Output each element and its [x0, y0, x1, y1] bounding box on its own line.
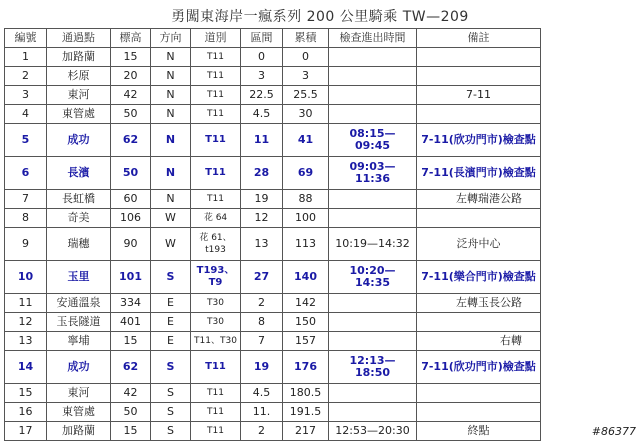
- header-notes: 備註: [417, 29, 541, 48]
- cell-number: 10: [5, 261, 47, 294]
- cell-point: 加路蘭: [47, 422, 111, 441]
- cell-direction: E: [151, 313, 191, 332]
- cell-notes: 7-11(長濱門市)檢查點: [417, 157, 541, 190]
- cell-direction: N: [151, 86, 191, 105]
- cell-segment: 12: [241, 209, 283, 228]
- cell-notes: 左轉玉長公路: [417, 294, 541, 313]
- cell-direction: S: [151, 403, 191, 422]
- cell-segment: 11.: [241, 403, 283, 422]
- cell-cumulative: 157: [283, 332, 329, 351]
- header-point: 通過點: [47, 29, 111, 48]
- cell-elevation: 50: [111, 157, 151, 190]
- cell-segment: 2: [241, 294, 283, 313]
- table-row: [5, 228, 541, 261]
- table-row: [5, 86, 541, 105]
- cell-checkpoint-time: [329, 48, 417, 67]
- checkpoint-row: [5, 157, 541, 190]
- cell-road: T11: [191, 190, 241, 209]
- table-row: [5, 294, 541, 313]
- cell-cumulative: 191.5: [283, 403, 329, 422]
- cell-segment: 27: [241, 261, 283, 294]
- table-body: [5, 48, 541, 441]
- table-row: [5, 313, 541, 332]
- cell-cumulative: 25.5: [283, 86, 329, 105]
- cell-notes: [417, 67, 541, 86]
- cell-cumulative: 217: [283, 422, 329, 441]
- route-table: [4, 28, 541, 441]
- cell-number: 13: [5, 332, 47, 351]
- table-row: [5, 209, 541, 228]
- cell-elevation: 42: [111, 384, 151, 403]
- cell-segment: 28: [241, 157, 283, 190]
- cell-notes: 終點: [417, 422, 541, 441]
- cell-number: 15: [5, 384, 47, 403]
- cell-notes: [417, 384, 541, 403]
- cell-elevation: 106: [111, 209, 151, 228]
- cell-notes: [417, 313, 541, 332]
- cell-checkpoint-time: 12:13—18:50: [329, 351, 417, 384]
- cell-number: 1: [5, 48, 47, 67]
- cell-direction: S: [151, 384, 191, 403]
- cell-elevation: 101: [111, 261, 151, 294]
- table-row: [5, 332, 541, 351]
- watermark: #86377: [591, 425, 636, 438]
- cell-number: 3: [5, 86, 47, 105]
- cell-elevation: 15: [111, 332, 151, 351]
- cell-point: 成功: [47, 124, 111, 157]
- cell-direction: N: [151, 157, 191, 190]
- cell-road: T11: [191, 351, 241, 384]
- cell-number: 5: [5, 124, 47, 157]
- cell-checkpoint-time: [329, 313, 417, 332]
- cell-segment: 3: [241, 67, 283, 86]
- cell-direction: S: [151, 351, 191, 384]
- cell-elevation: 60: [111, 190, 151, 209]
- cell-checkpoint-time: 08:15—09:45: [329, 124, 417, 157]
- cell-cumulative: 30: [283, 105, 329, 124]
- cell-segment: 22.5: [241, 86, 283, 105]
- table-row: [5, 190, 541, 209]
- header-road: 道別: [191, 29, 241, 48]
- cell-elevation: 401: [111, 313, 151, 332]
- cell-checkpoint-time: 12:53—20:30: [329, 422, 417, 441]
- cell-elevation: 20: [111, 67, 151, 86]
- cell-point: 東管處: [47, 403, 111, 422]
- cell-elevation: 62: [111, 351, 151, 384]
- cell-notes: [417, 48, 541, 67]
- cell-road: T11: [191, 422, 241, 441]
- cell-notes: 7-11(欣功門市)檢查點: [417, 124, 541, 157]
- cell-elevation: 15: [111, 48, 151, 67]
- cell-road: T11、T30: [191, 332, 241, 351]
- cell-elevation: 42: [111, 86, 151, 105]
- cell-direction: W: [151, 209, 191, 228]
- cell-cumulative: 140: [283, 261, 329, 294]
- cell-notes: 7-11(欣功門市)檢查點: [417, 351, 541, 384]
- cell-point: 長虹橋: [47, 190, 111, 209]
- cell-segment: 0: [241, 48, 283, 67]
- cell-point: 東河: [47, 86, 111, 105]
- cell-elevation: 62: [111, 124, 151, 157]
- cell-road: T11: [191, 86, 241, 105]
- cell-number: 12: [5, 313, 47, 332]
- header-segment: 區間: [241, 29, 283, 48]
- cell-segment: 7: [241, 332, 283, 351]
- cell-point: 瑞穗: [47, 228, 111, 261]
- cell-elevation: 90: [111, 228, 151, 261]
- cell-cumulative: 142: [283, 294, 329, 313]
- cell-cumulative: 113: [283, 228, 329, 261]
- cell-road: T11: [191, 384, 241, 403]
- cell-notes: [417, 105, 541, 124]
- cell-direction: N: [151, 105, 191, 124]
- cell-cumulative: 41: [283, 124, 329, 157]
- cell-segment: 2: [241, 422, 283, 441]
- page-title: 勇闖東海岸一瘋系列 200 公里騎乘 TW—209: [171, 9, 469, 25]
- table-row: [5, 403, 541, 422]
- table-row: [5, 48, 541, 67]
- cell-checkpoint-time: 09:03—11:36: [329, 157, 417, 190]
- cell-point: 杉原: [47, 67, 111, 86]
- cell-direction: N: [151, 124, 191, 157]
- cell-number: 8: [5, 209, 47, 228]
- cell-point: 成功: [47, 351, 111, 384]
- cell-cumulative: 150: [283, 313, 329, 332]
- cell-cumulative: 176: [283, 351, 329, 384]
- cell-road: T193、T9: [191, 261, 241, 294]
- cell-number: 9: [5, 228, 47, 261]
- cell-road: T30: [191, 294, 241, 313]
- cell-elevation: 50: [111, 403, 151, 422]
- cell-segment: 11: [241, 124, 283, 157]
- cell-direction: N: [151, 48, 191, 67]
- cell-checkpoint-time: [329, 209, 417, 228]
- cell-elevation: 50: [111, 105, 151, 124]
- checkpoint-row: [5, 124, 541, 157]
- cell-road: T30: [191, 313, 241, 332]
- cell-direction: E: [151, 332, 191, 351]
- cell-segment: 4.5: [241, 384, 283, 403]
- cell-cumulative: 180.5: [283, 384, 329, 403]
- checkpoint-row: [5, 261, 541, 294]
- cell-cumulative: 3: [283, 67, 329, 86]
- cell-checkpoint-time: [329, 86, 417, 105]
- cell-cumulative: 100: [283, 209, 329, 228]
- cell-notes: 右轉: [417, 332, 541, 351]
- header-elevation: 標高: [111, 29, 151, 48]
- cell-notes: 7-11: [417, 86, 541, 105]
- cell-direction: E: [151, 294, 191, 313]
- cell-direction: S: [151, 261, 191, 294]
- cell-notes: [417, 403, 541, 422]
- cell-cumulative: 69: [283, 157, 329, 190]
- cell-checkpoint-time: 10:19—14:32: [329, 228, 417, 261]
- cell-segment: 4.5: [241, 105, 283, 124]
- cell-segment: 19: [241, 190, 283, 209]
- cell-cumulative: 0: [283, 48, 329, 67]
- cell-number: 6: [5, 157, 47, 190]
- cell-notes: 泛舟中心: [417, 228, 541, 261]
- cell-road: 花 61、t193: [191, 228, 241, 261]
- table-row: [5, 384, 541, 403]
- cell-point: 加路蘭: [47, 48, 111, 67]
- cell-direction: S: [151, 422, 191, 441]
- cell-point: 東管處: [47, 105, 111, 124]
- cell-direction: N: [151, 190, 191, 209]
- cell-checkpoint-time: [329, 190, 417, 209]
- cell-checkpoint-time: [329, 294, 417, 313]
- table-header-row: [5, 29, 541, 48]
- cell-point: 奇美: [47, 209, 111, 228]
- cell-point: 寧埔: [47, 332, 111, 351]
- cell-checkpoint-time: 10:20—14:35: [329, 261, 417, 294]
- header-checkpoint-time: 檢查進出時間: [329, 29, 417, 48]
- cell-road: T11: [191, 124, 241, 157]
- cell-notes: 左轉瑞港公路: [417, 190, 541, 209]
- cell-checkpoint-time: [329, 332, 417, 351]
- cell-checkpoint-time: [329, 67, 417, 86]
- table-row: [5, 105, 541, 124]
- header-direction: 方向: [151, 29, 191, 48]
- cell-elevation: 334: [111, 294, 151, 313]
- cell-direction: W: [151, 228, 191, 261]
- cell-number: 16: [5, 403, 47, 422]
- cell-point: 東河: [47, 384, 111, 403]
- cell-road: 花 64: [191, 209, 241, 228]
- header-cumulative: 累積: [283, 29, 329, 48]
- cell-number: 4: [5, 105, 47, 124]
- cell-checkpoint-time: [329, 105, 417, 124]
- checkpoint-row: [5, 351, 541, 384]
- cell-number: 11: [5, 294, 47, 313]
- cell-direction: N: [151, 67, 191, 86]
- cell-elevation: 15: [111, 422, 151, 441]
- cell-point: 長濱: [47, 157, 111, 190]
- cell-checkpoint-time: [329, 384, 417, 403]
- cell-point: 玉長隧道: [47, 313, 111, 332]
- header-number: 編號: [5, 29, 47, 48]
- cell-road: T11: [191, 105, 241, 124]
- cell-segment: 19: [241, 351, 283, 384]
- cell-road: T11: [191, 157, 241, 190]
- cell-number: 17: [5, 422, 47, 441]
- cell-notes: [417, 209, 541, 228]
- cell-number: 2: [5, 67, 47, 86]
- table-row: [5, 422, 541, 441]
- cell-segment: 8: [241, 313, 283, 332]
- cell-checkpoint-time: [329, 403, 417, 422]
- table-row: [5, 67, 541, 86]
- cell-point: 安通溫泉: [47, 294, 111, 313]
- cell-segment: 13: [241, 228, 283, 261]
- cell-road: T11: [191, 67, 241, 86]
- cell-number: 14: [5, 351, 47, 384]
- cell-number: 7: [5, 190, 47, 209]
- cell-road: T11: [191, 48, 241, 67]
- cell-point: 玉里: [47, 261, 111, 294]
- cell-notes: 7-11(樂合門市)檢查點: [417, 261, 541, 294]
- cell-road: T11: [191, 403, 241, 422]
- cell-cumulative: 88: [283, 190, 329, 209]
